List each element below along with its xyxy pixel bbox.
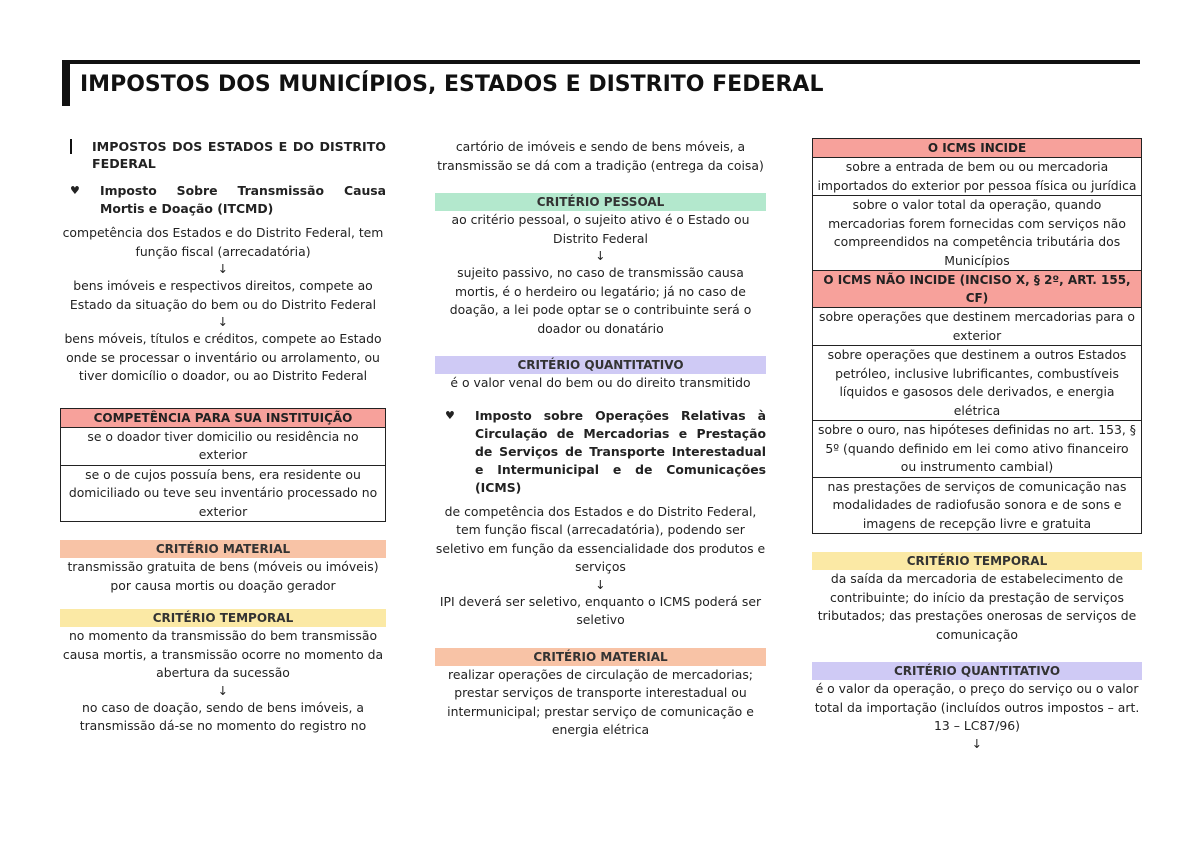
itcmd-continuation: cartório de imóveis e sendo de bens móveis, a transmissão se dá com a tradição (entrega da coisa) (437, 139, 764, 173)
down-arrow-icon: ↓ (217, 682, 229, 698)
competencia-table (60, 408, 386, 523)
pessoal-header: CRITÉRIO PESSOAL (435, 193, 766, 211)
temporal-text: no momento da transmissão do bem transmissão causa mortis, a transmissão ocorre no momento da abertura da sucessão (62, 628, 384, 680)
icms-heading (435, 407, 766, 497)
material-text: realizar operações de circulação de mercadorias; prestar serviços de transporte interestadual ou intermunicipal; prestar serviço de comunicação e energia elétrica (447, 666, 754, 737)
pessoal-text: ao critério pessoal, o sujeito ativo é o Estado ou Distrito Federal (451, 212, 750, 246)
down-arrow-icon: ↓ (595, 576, 606, 592)
section-marker (70, 139, 72, 154)
heart-bullet-icon: ♥ (70, 184, 80, 197)
itcmd-moveis: bens móveis, títulos e créditos, compete ao Estado onde se processar o inventário ou arrolamento, ou tiver domicílio o doador, ou ao Distrito Federal (64, 331, 382, 383)
page-title: IMPOSTOS DOS MUNICÍPIOS, ESTADOS E DISTRITO FEDERAL (80, 72, 824, 97)
table-row: sobre operações que destinem mercadorias para o exterior (813, 307, 1141, 345)
quantitativo-text: é o valor da operação, o preço do serviço ou o valor total da importação (incluídos outros impostos – art. 13 – LC87/96) (814, 681, 1140, 733)
itcmd-intro: competência dos Estados e do Distrito Federal, tem função fiscal (arrecadatória) (62, 225, 384, 259)
column-3 (812, 138, 1142, 752)
table-row: sobre o valor total da operação, quando mercadorias forem fornecidas com serviços não compreendidos na competência tributária dos Municípios (813, 195, 1141, 270)
material-header: CRITÉRIO MATERIAL (60, 540, 386, 558)
itcmd-heading (60, 182, 386, 218)
temporal-header: CRITÉRIO TEMPORAL (60, 609, 386, 627)
down-arrow-icon: ↓ (217, 261, 229, 276)
itcmd-imoveis: bens imóveis e respectivos direitos, compete ao Estado da situação do bem ou do Distrito Federal (69, 278, 377, 312)
material-header: CRITÉRIO MATERIAL (435, 648, 766, 666)
icms-intro: de competência dos Estados e do Distrito Federal, tem função fiscal (arrecadatória), podendo ser seletivo em função da essencialidade dos produtos e serviços (435, 503, 766, 574)
material-text: transmissão gratuita de bens (móveis ou imóveis) por causa mortis ou doação gerador (67, 559, 379, 593)
competencia-header: COMPETÊNCIA PARA SUA INSTITUIÇÃO (61, 409, 385, 427)
quantitativo-text: é o valor venal do bem ou do direito transmitido (450, 375, 751, 390)
icms-seletivo: IPI deverá ser seletivo, enquanto o ICMS poderá ser seletivo (439, 593, 762, 627)
section-heading (60, 138, 386, 172)
table-row: sobre o ouro, nas hipóteses definidas no art. 153, § 5º (quando definido em lei como ativo financeiro ou instrumento cambial) (813, 420, 1141, 477)
down-arrow-icon: ↓ (217, 314, 229, 329)
temporal-header: CRITÉRIO TEMPORAL (812, 552, 1142, 570)
column-1 (60, 138, 386, 736)
title-accent-bar (62, 60, 70, 106)
table-row: se o de cujos possuía bens, era residente ou domiciliado ou teve seu inventário processado no exterior (61, 465, 385, 522)
down-arrow-icon: ↓ (971, 735, 983, 751)
table-row: sobre a entrada de bem ou ou mercadoria importados do exterior por pessoa física ou jurídica (813, 157, 1141, 195)
down-arrow-icon: ↓ (595, 248, 606, 263)
table-row: nas prestações de serviços de comunicação nas modalidades de radiofusão sonora e de sons e imagens de recepção livre e gratuita (813, 477, 1141, 534)
nao-incide-header: O ICMS NÃO INCIDE (INCISO X, § 2º, ART. 155, CF) (813, 270, 1141, 307)
incide-header: O ICMS INCIDE (813, 139, 1141, 157)
column-2 (435, 138, 766, 740)
icms-heading-text: Imposto sobre Operações Relativas à Circulação de Mercadorias e Prestação de Serviços de Transporte Interestadual e Intermunicipal e de Comunicações (ICMS) (475, 407, 766, 495)
quantitativo-header: CRITÉRIO QUANTITATIVO (812, 662, 1142, 680)
header-rule (62, 60, 1140, 64)
table-row: sobre operações que destinem a outros Estados petróleo, inclusive lubrificantes, combustíveis líquidos e gasosos dele derivados, e energia elétrica (813, 345, 1141, 420)
heart-bullet-icon: ♥ (445, 408, 455, 422)
pessoal-text-continued: sujeito passivo, no caso de transmissão causa mortis, é o herdeiro ou legatário; já no caso de doação, a lei pode optar se o contribuinte será o doador ou donatário (449, 265, 752, 336)
itcmd-heading-text: Imposto Sobre Transmissão Causa Mortis e Doação (ITCMD) (100, 183, 386, 216)
table-row: se o doador tiver domicilio ou residência no exterior (61, 427, 385, 465)
section-heading-text: IMPOSTOS DOS ESTADOS E DO DISTRITO FEDERAL (92, 139, 386, 171)
temporal-text-continued: no caso de doação, sendo de bens imóveis, a transmissão dá-se no momento do registro no (79, 699, 367, 733)
temporal-text: da saída da mercadoria de estabelecimento de contribuinte; do início da prestação de serviços tributados; das prestações onerosas de serviços de comunicação (817, 571, 1137, 642)
icms-incidence-table (812, 138, 1142, 534)
quantitativo-header: CRITÉRIO QUANTITATIVO (435, 356, 766, 374)
